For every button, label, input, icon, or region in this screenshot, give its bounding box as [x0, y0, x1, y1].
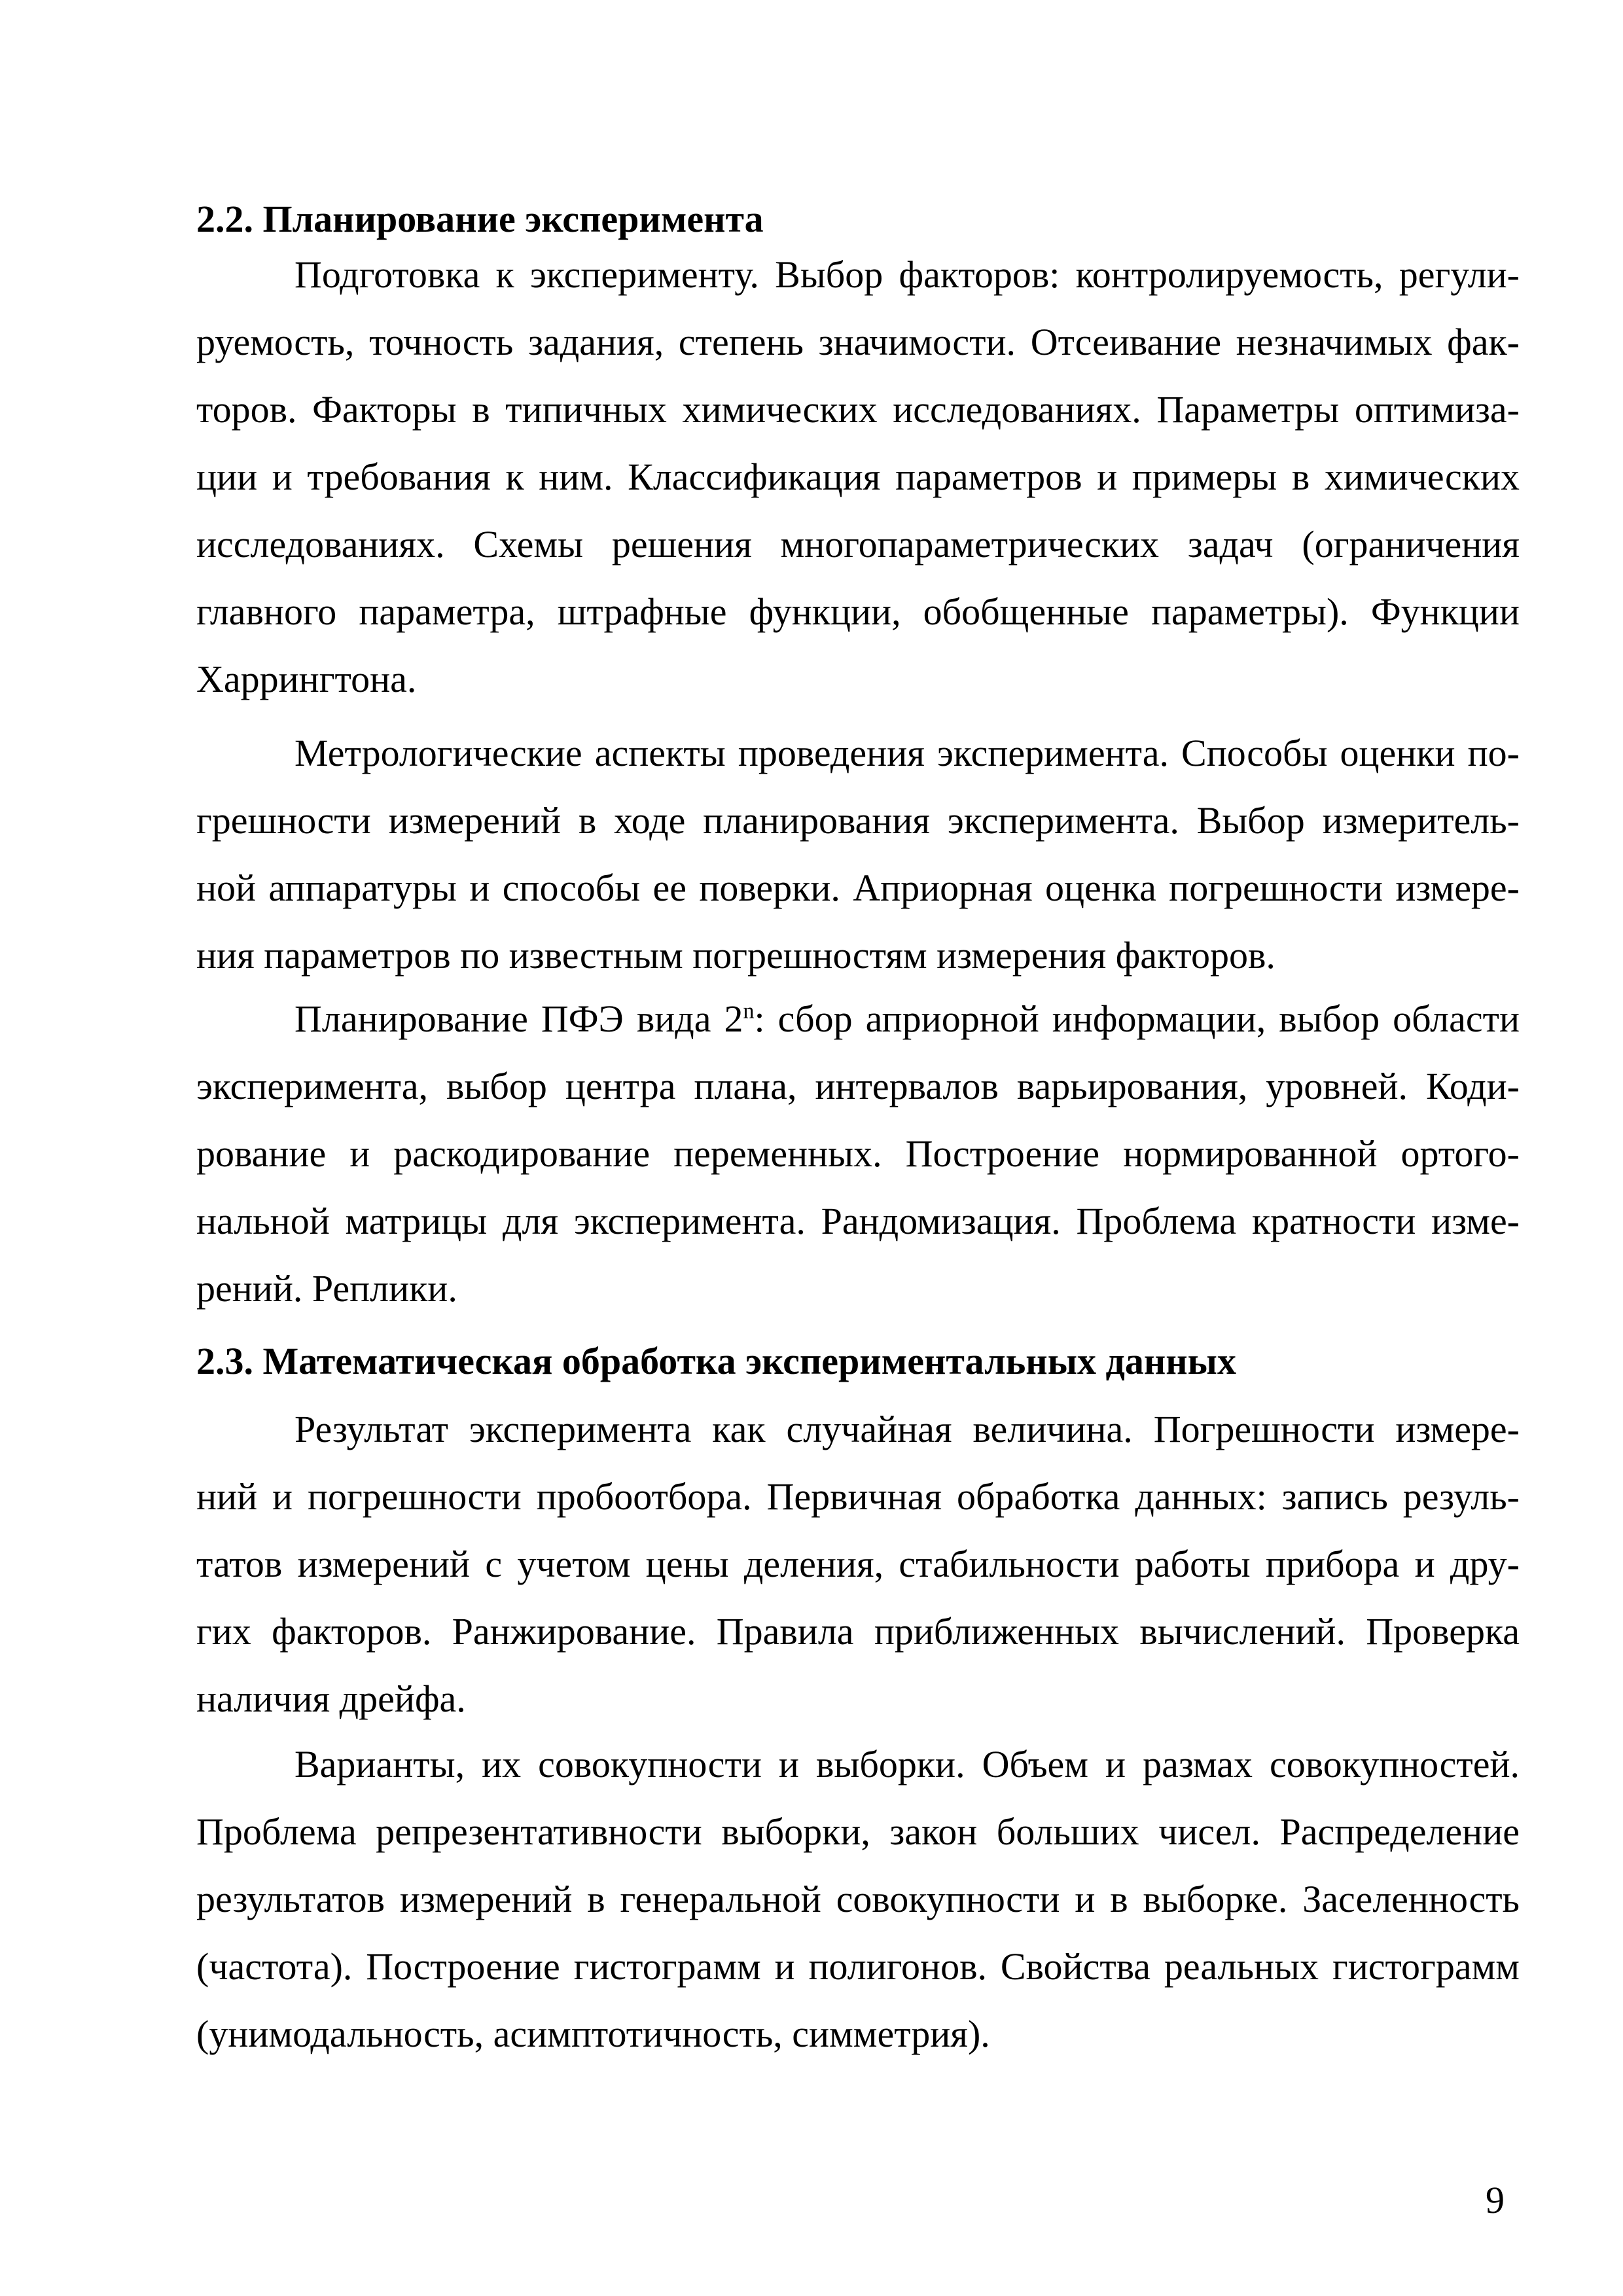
section-heading-2-3: 2.3. Математическая обработка экспериментальных данных: [196, 1340, 1236, 1382]
text-line: грешности измерений в ходе планирования эксперимента. Выбор измеритель-: [196, 799, 1520, 842]
text-line: рование и раскодирование переменных. Построение нормированной ортого-: [196, 1132, 1520, 1175]
text-line: Результат эксперимента как случайная величина. Погрешности измере-: [294, 1408, 1520, 1450]
text-line: наличия дрейфа.: [196, 1677, 466, 1720]
text-segment: : сбор априорной информации, выбор области: [754, 997, 1520, 1040]
text-line: Метрологические аспекты проведения эксперимента. Способы оценки по-: [294, 732, 1520, 774]
text-line: ной аппаратуры и способы ее поверки. Априорная оценка погрешности измере-: [196, 867, 1520, 909]
paragraph-pfe: [196, 985, 1520, 1322]
text-line: (унимодальность, асимптотичность, симметрия).: [196, 2013, 990, 2055]
text-line: Варианты, их совокупности и выборки. Объем и размах совокупностей.: [294, 1743, 1520, 1785]
text-line: гих факторов. Ранжирование. Правила приближенных вычислений. Проверка: [196, 1610, 1520, 1653]
text-line: Харрингтона.: [196, 658, 417, 700]
section-heading-2-2: 2.2. Планирование эксперимента: [196, 198, 764, 240]
text-line: (частота). Построение гистограмм и полигонов. Свойства реальных гистограмм: [196, 1945, 1520, 1988]
text-line: Подготовка к эксперименту. Выбор факторов: контролируемость, регули-: [294, 253, 1520, 296]
superscript: n: [743, 999, 755, 1024]
paragraph: [196, 719, 1520, 989]
text-line: [196, 985, 1520, 1052]
text-line: рений. Реплики.: [196, 1267, 457, 1310]
paragraph: [196, 241, 1520, 713]
text-line: татов измерений с учетом цены деления, стабильности работы прибора и дру-: [196, 1543, 1520, 1585]
text-line: ний и погрешности пробоотбора. Первичная обработка данных: запись резуль-: [196, 1475, 1520, 1518]
text-line: ции и требования к ним. Классификация параметров и примеры в химических: [196, 456, 1520, 498]
text-line: результатов измерений в генеральной совокупности и в выборке. Заселенность: [196, 1878, 1520, 1920]
text-line: ния параметров по известным погрешностям измерения факторов.: [196, 934, 1275, 977]
text-line: нальной матрицы для эксперимента. Рандомизация. Проблема кратности изме-: [196, 1200, 1520, 1242]
text-line: эксперимента, выбор центра плана, интервалов варьирования, уровней. Коди-: [196, 1065, 1520, 1107]
text-line: главного параметра, штрафные функции, обобщенные параметры). Функции: [196, 590, 1520, 633]
page-number: 9: [1486, 2179, 1505, 2221]
paragraph: [196, 1731, 1520, 2068]
text-line: Проблема репрезентативности выборки, закон больших чисел. Распределение: [196, 1810, 1520, 1853]
text-segment: Планирование ПФЭ вида 2: [294, 997, 743, 1040]
text-line: исследованиях. Схемы решения многопараметрических задач (ограничения: [196, 523, 1520, 565]
paragraph: [196, 1395, 1520, 1732]
text-line: руемость, точность задания, степень значимости. Отсеивание незначимых фак-: [196, 321, 1520, 363]
text-line: торов. Факторы в типичных химических исследованиях. Параметры оптимиза-: [196, 388, 1520, 431]
